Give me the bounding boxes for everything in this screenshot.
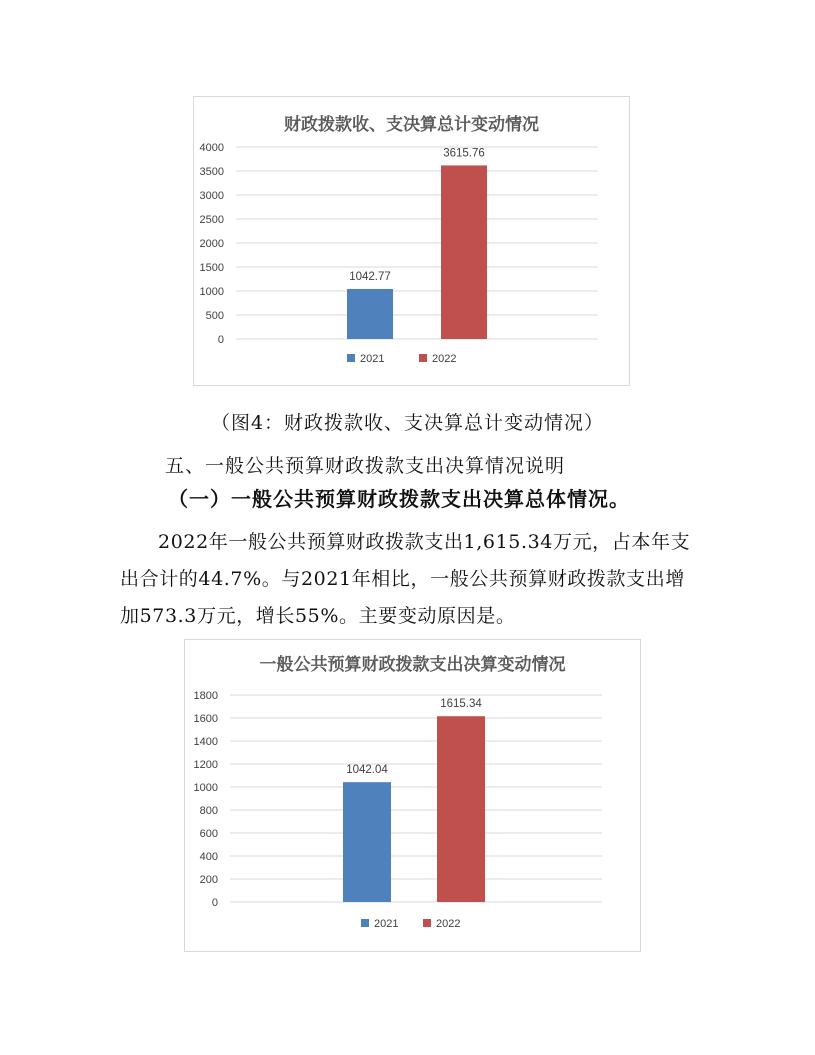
fiscal-y-tick-label: 0 <box>217 334 224 346</box>
fiscal-chart-title: 财政拨款收、支决算总计变动情况 <box>284 115 539 135</box>
section-subheading: （一）一般公共预算财政拨款支出决算总体情况。 <box>168 487 630 511</box>
budget-y-tick-label: 1400 <box>193 736 218 748</box>
figure-caption: （图4：财政拨款收、支决算总计变动情况） <box>210 412 605 434</box>
budget-y-tick-label: 200 <box>199 874 218 886</box>
budget-y-tick-label: 0 <box>211 897 218 909</box>
fiscal-y-tick-label: 3500 <box>199 166 224 178</box>
fiscal-bar-2022 <box>441 165 487 339</box>
fiscal-y-tick-label: 1500 <box>199 262 224 274</box>
budget-y-tick-label: 1600 <box>193 713 218 725</box>
budget-legend-label-2021: 2021 <box>374 918 399 930</box>
fiscal-legend-label-2022: 2022 <box>432 353 457 365</box>
budget-y-tick-label: 1000 <box>193 782 218 794</box>
budget-legend-swatch-2021 <box>361 919 369 927</box>
fiscal-bar-2021 <box>347 289 393 339</box>
fiscal-legend-swatch-2022 <box>419 354 427 362</box>
chart-fiscal-total <box>193 96 630 386</box>
budget-chart-title: 一般公共预算财政拨款支出决算变动情况 <box>259 655 566 675</box>
budget-data-label-2021: 1042.04 <box>346 764 388 777</box>
budget-bar-2022 <box>437 716 485 902</box>
budget-y-tick-label: 400 <box>199 851 218 863</box>
budget-y-tick-label: 600 <box>199 828 218 840</box>
body-paragraph: 2022年一般公共预算财政拨款支出1,615.34万元，占本年支出合计的44.7%。与2021年相比，一般公共预算财政拨款支出增加573.3万元，增长55%。主要变动原因是。 <box>120 531 691 627</box>
fiscal-y-tick-label: 3000 <box>199 190 224 202</box>
fiscal-y-tick-label: 4000 <box>199 142 224 154</box>
chart-fiscal-total-svg <box>194 97 629 385</box>
budget-y-tick-label: 1200 <box>193 759 218 771</box>
fiscal-y-tick-label: 500 <box>205 310 224 322</box>
budget-data-label-2022: 1615.34 <box>440 698 482 711</box>
budget-y-tick-label: 800 <box>199 805 218 817</box>
budget-legend-label-2022: 2022 <box>436 918 461 930</box>
chart-general-budget-svg <box>185 640 640 951</box>
fiscal-y-tick-label: 2000 <box>199 238 224 250</box>
fiscal-data-label-2021: 1042.77 <box>349 270 391 283</box>
fiscal-y-tick-label: 2500 <box>199 214 224 226</box>
fiscal-legend-label-2021: 2021 <box>360 353 385 365</box>
budget-y-tick-label: 1800 <box>193 690 218 702</box>
fiscal-y-tick-label: 1000 <box>199 286 224 298</box>
budget-bar-2021 <box>343 782 391 902</box>
budget-legend-swatch-2022 <box>423 919 431 927</box>
fiscal-data-label-2022: 3615.76 <box>443 147 485 160</box>
fiscal-legend-swatch-2021 <box>347 354 355 362</box>
chart-general-budget <box>184 639 641 952</box>
section-heading: 五、一般公共预算财政拨款支出决算情况说明 <box>165 455 566 477</box>
